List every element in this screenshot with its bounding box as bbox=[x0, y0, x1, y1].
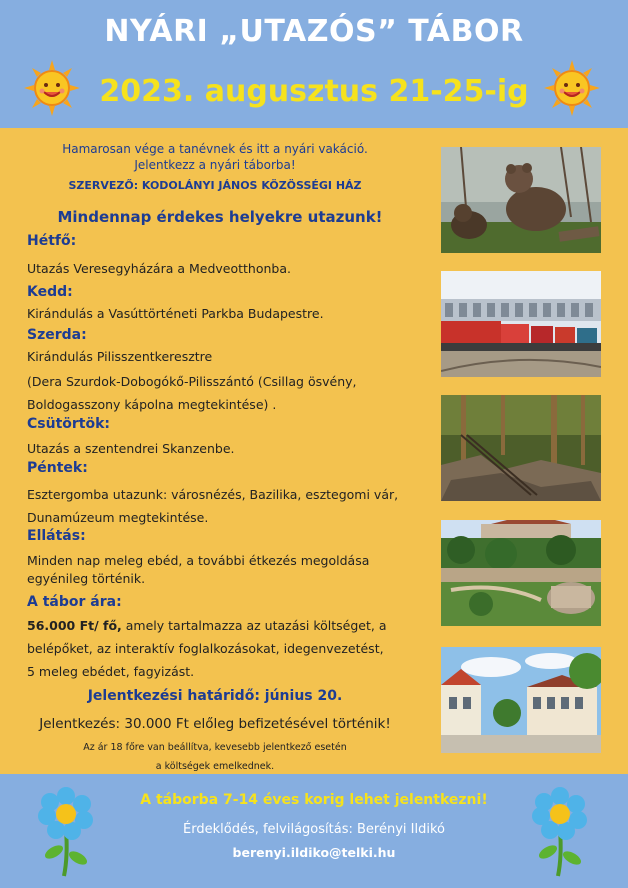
poster-title: NYÁRI „UTAZÓS” TÁBOR bbox=[104, 14, 524, 49]
day-label-friday: Péntek: bbox=[27, 460, 88, 476]
price-note: Az ár 18 főre van beállítva, kevesebb jelentkező esetén bbox=[83, 742, 347, 753]
day-text-friday: Dunamúzeum megtekintése. bbox=[27, 510, 209, 525]
price-text bbox=[27, 615, 386, 637]
photo-railway-park bbox=[441, 271, 601, 377]
price-text: 5 meleg ebédet, fagyizást. bbox=[27, 664, 195, 679]
day-text-monday: Utazás Veresegyházára a Medveotthonba. bbox=[27, 261, 291, 276]
intro-block bbox=[0, 141, 430, 194]
photo-skanzen bbox=[441, 520, 601, 626]
day-label-tuesday: Kedd: bbox=[27, 284, 73, 300]
price-label: A tábor ára: bbox=[27, 594, 122, 610]
program-headline: Mindennap érdekes helyekre utazunk! bbox=[57, 208, 383, 226]
photo-gorge bbox=[441, 395, 601, 501]
contact-person: Érdeklődés, felvilágosítás: Berényi Ildikó bbox=[183, 822, 445, 837]
price-text-rest: amely tartalmazza az utazási költséget, a bbox=[121, 618, 387, 633]
sun-icon bbox=[24, 60, 80, 116]
catering-text: Minden nap meleg ebéd, a további étkezés megoldása bbox=[27, 553, 370, 568]
age-range-note: A táborba 7-14 éves korig lehet jelentkezni! bbox=[140, 792, 488, 808]
application-deadline: Jelentkezési határidő: június 20. bbox=[87, 688, 343, 704]
day-label-wednesday: Szerda: bbox=[27, 327, 87, 343]
price-note: a költségek emelkednek. bbox=[155, 761, 275, 772]
header-band bbox=[0, 0, 628, 128]
contact-email[interactable]: berenyi.ildiko@telki.hu bbox=[232, 845, 396, 860]
day-text-wednesday: Boldogasszony kápolna megtekintése) . bbox=[27, 397, 277, 412]
day-text-friday: Esztergomba utazunk: városnézés, Bazilika, esztegomi vár, bbox=[27, 487, 399, 502]
day-label-monday: Hétfő: bbox=[27, 233, 77, 249]
price-amount: 56.000 Ft/ fő, bbox=[27, 618, 122, 633]
sun-icon bbox=[544, 60, 600, 116]
price-text: belépőket, az interaktív foglalkozásokat, idegenvezetést, bbox=[27, 641, 384, 656]
catering-text: egyénileg történik. bbox=[27, 571, 146, 586]
deposit-info: Jelentkezés: 30.000 Ft előleg befizetésével történik! bbox=[39, 716, 391, 732]
organizer-line: SZERVEZŐ: KODOLÁNYI JÁNOS KÖZÖSSÉGI HÁZ bbox=[68, 179, 362, 192]
day-text-wednesday: (Dera Szurdok-Dobogókő-Pilisszántó (Csillag ösvény, bbox=[27, 374, 357, 389]
content-panel bbox=[0, 128, 628, 774]
catering-label: Ellátás: bbox=[27, 528, 86, 544]
day-text-wednesday: Kirándulás Pilisszentkeresztre bbox=[27, 349, 213, 364]
intro-line: Hamarosan vége a tanévnek és itt a nyári vakáció. bbox=[62, 142, 368, 156]
day-text-tuesday: Kirándulás a Vasúttörténeti Parkba Budapestre. bbox=[27, 306, 324, 321]
day-text-thursday: Utazás a szentendrei Skanzenbe. bbox=[27, 441, 235, 456]
day-label-thursday: Csütörtök: bbox=[27, 416, 111, 432]
photo-bears bbox=[441, 147, 601, 253]
camp-date: 2023. augusztus 21-25-ig bbox=[99, 74, 529, 109]
photo-esztergom bbox=[441, 647, 601, 753]
intro-line: Jelentkezz a nyári táborba! bbox=[134, 158, 296, 172]
